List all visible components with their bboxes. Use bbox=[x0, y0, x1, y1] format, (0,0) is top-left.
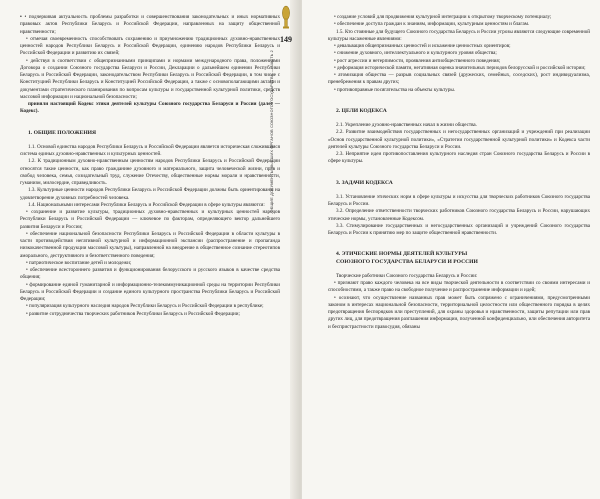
running-head-left: ОБЩИЕ ДОКУМЕНТЫ ВЫСШИХ ОРГАНОВ СОЮЗНОГО ГОСУДАРСТВА — ЧАСТЬ 2 bbox=[270, 50, 274, 213]
paragraph: 1.3. Культурные ценности народов Республики Беларусь и Российской Федерации должны быть ориентированы на удовлетворение духовных потребностей человека. bbox=[20, 187, 280, 201]
left-page bbox=[0, 0, 298, 499]
section-heading: 4. ЭТИЧЕСКИЕ НОРМЫ ДЕЯТЕЛЕЙ КУЛЬТУРЫ bbox=[336, 251, 468, 258]
paragraph: 2.1. Укрепление духовно-нравственных начал в жизни общества. bbox=[336, 122, 477, 128]
bullet-item: • формирование единой гуманитарной и информационно-телекоммуникационной среды на территории Республики Беларусь и Российской Федерации и создание единого культурного пространства Республики Беларусь и Российской Федерации; bbox=[20, 281, 280, 302]
section-heading: 2. ЦЕЛИ КОДЕКСА bbox=[336, 107, 387, 114]
paragraph: 3.2. Определение ответственности творческих работников Союзного государства Беларусь и России, нарушающих этические нормы, установленные Кодексом. bbox=[328, 208, 590, 222]
right-page bbox=[302, 0, 600, 499]
paragraph: 2.2. Развитие взаимодействия государственных и негосударственных организаций и учреждений при реализации «Основ государственной культурной политики», «Стратегии государственной культурной политики» и Кодекса части деятелей культуры Союзного государства Беларуси и России. bbox=[328, 129, 590, 150]
emblem-icon bbox=[281, 4, 291, 30]
bullet-item: • обеспечение доступа граждан к знаниям, информации, культурным ценностям и благам. bbox=[334, 21, 530, 28]
section-heading: СОЮЗНОГО ГОСУДАРСТВА БЕЛАРУСИ И РОССИИ bbox=[336, 258, 478, 265]
section-heading: 3. ЗАДАЧИ КОДЕКСА bbox=[336, 179, 393, 186]
paragraph: Творческие работники Союзного государства Беларусь и России: bbox=[336, 272, 478, 279]
bullet-item: • осознают, что осуществление названных прав может быть сопряжено с ограничениями, предусмотренными законом в интересах национальной безопасности, территориальной целостности или общественного порядка в целях предотвращения беспорядков или преступлений, для охраны здоровья и нравственности, защиты репутации или прав других лиц, для предотвращения разглашения информации, полученной конфиденциально, или обеспечения авторитета и беспристрастности правосудия, обязаны bbox=[328, 294, 590, 330]
paragraph: 1.4. Национальными интересами Республики Беларусь и Российской Федерации в сфере культуры являются: bbox=[28, 201, 265, 208]
bullet-item: • девальвация общепризнанных ценностей и искажение ценностных ориентиров; bbox=[334, 43, 511, 49]
bullet-item: • сохранение и развитие культуры, традиционных духовно-нравственных и культурных ценностей народов Республики Беларусь и Российской Федерации — ключевое по факторам, определяющего вектор дальнейшего развития Беларуси и России; bbox=[20, 209, 280, 230]
bullet-item: • создание условий для продвижения культурной интеграции к открытому творческому потенциалу; bbox=[334, 14, 552, 20]
intro-paragraph: • отмечая своевременность способствовать сохранению и приумножению традиционных духовно-нравственных ценностей народов Республики Беларусь и Российской Федерации, единению народов Республики Беларусь и Российской Федерации и развитию их связей; bbox=[20, 35, 280, 57]
intro-paragraph: • • подчеркивая актуальность проблемы разработки и совершенствования законодательных и иных нормативных правовых актов Республики Беларусь и Российской Федерации, направленных на защиту общественной нравственности; bbox=[20, 14, 280, 35]
paragraph: 3.3. Стимулирование государственных и негосударственных организаций и учреждений Союзного государства Беларусь и России к принятию мер по защите общественной нравственности. bbox=[328, 222, 590, 236]
bullet-item: • снижение духовного, интеллектуального и культурного уровня общества; bbox=[334, 50, 497, 57]
bullet-item: • признают право каждого человека на все виды творческой деятельности в соответствии со своими интересами и способностями, а также право на свободное получение и распространение информации и идей; bbox=[328, 280, 590, 294]
bullet-item: • противоправные посягательства на объекты культуры. bbox=[334, 86, 456, 93]
section-heading: 1. ОБЩИЕ ПОЛОЖЕНИЯ bbox=[28, 129, 97, 136]
intro-paragraph: • действуя в соответствии с общепризнанными принципами и нормами международного права, положениями Договора о создании Союзного государства Беларуси и России, Декларации о дальнейшем единении Республики Беларусь и Российской Федерации, законодательством Республики Беларусь и Российской Федерации, в том числе с Конституцией Республики Беларусь и Конституцией Российской Федерации, а также с основополагающими актами и документами стратегического планирования по вопросам культуры и государственной культурной политики, средств массовой информации и национальной безопасности; bbox=[20, 57, 280, 100]
paragraph: 1.5. Кто стоянные для будущего Союзного государства Беларусь и России угрозы являются следующие современной культуры насаженные явлениями: bbox=[328, 28, 590, 42]
bullet-item: • деформация исторической памяти, негативная оценка значительных периодов белорусской и российской истории; bbox=[334, 64, 586, 71]
paragraph: 3.1. Установление этических норм в сфере культуры и искусства для творческих работников Союзного государства Беларусь и России. bbox=[328, 193, 590, 207]
right-column bbox=[328, 14, 590, 331]
intro-enacting-clause: приняли настоящий Кодекс этики деятелей культуры Союзного государства Беларуси и России (далее — Кодекс). bbox=[20, 101, 280, 115]
bullet-item: • патриотическое воспитание детей и молодежи; bbox=[26, 259, 132, 266]
bullet-item: • обеспечение национальной безопасности Республики Беларусь и Российской Федерации в области культуры в части противодействия негативной культурной и информационной экспансии (распространение и пропаганда низкокачественной продукции массовой культуры), направленной на внедрение в общественное сознание стереотипов аморального, деструктивного и безответственного поведения; bbox=[20, 230, 280, 259]
paragraph: 2.3. Неприятие идеи противопоставления культурного наследия стран Союзного государства Беларусь и России в сфере культуры. bbox=[328, 151, 590, 165]
paragraph: 1.2. К традиционным духовно-нравственным ценностям народов Республики Беларусь и Российской Федерации относятся такие ценности, как право гражданине духовного и материального, защита человеческой жизни, прав и свобод человека, семья, созидательный труд, служение Отечеству, общественные нормы морали и нравственности, гуманизм, милосердие, справедливость. bbox=[20, 158, 280, 186]
page-number-left: 149 bbox=[280, 35, 292, 44]
bullet-item: • атомизация общества — разрыв социальных связей (дружеских, семейных, соседских), рост индивидуализма, пренебрежения к правам других; bbox=[328, 72, 590, 86]
paragraph: 1.1. Основой единства народов Республики Беларусь и Российской Федерации является историческая сложившаяся система единых духовно-нравственных и культурных ценностей. bbox=[20, 143, 280, 157]
bullet-item: • обеспечение всестороннего развития и функционирования белорусского и русского языков в качестве средства общения; bbox=[20, 267, 280, 281]
bullet-item: • развитие сотрудничества творческих работников Республики Беларусь и Российской Федерации; bbox=[26, 310, 240, 317]
bullet-item: • популяризация культурного наследия народов Республики Беларусь и Российской Федерации в республике; bbox=[26, 303, 264, 310]
left-column bbox=[20, 14, 280, 318]
bullet-item: • рост агрессии и нетерпимости, проявления антиобщественного поведения; bbox=[334, 57, 501, 64]
